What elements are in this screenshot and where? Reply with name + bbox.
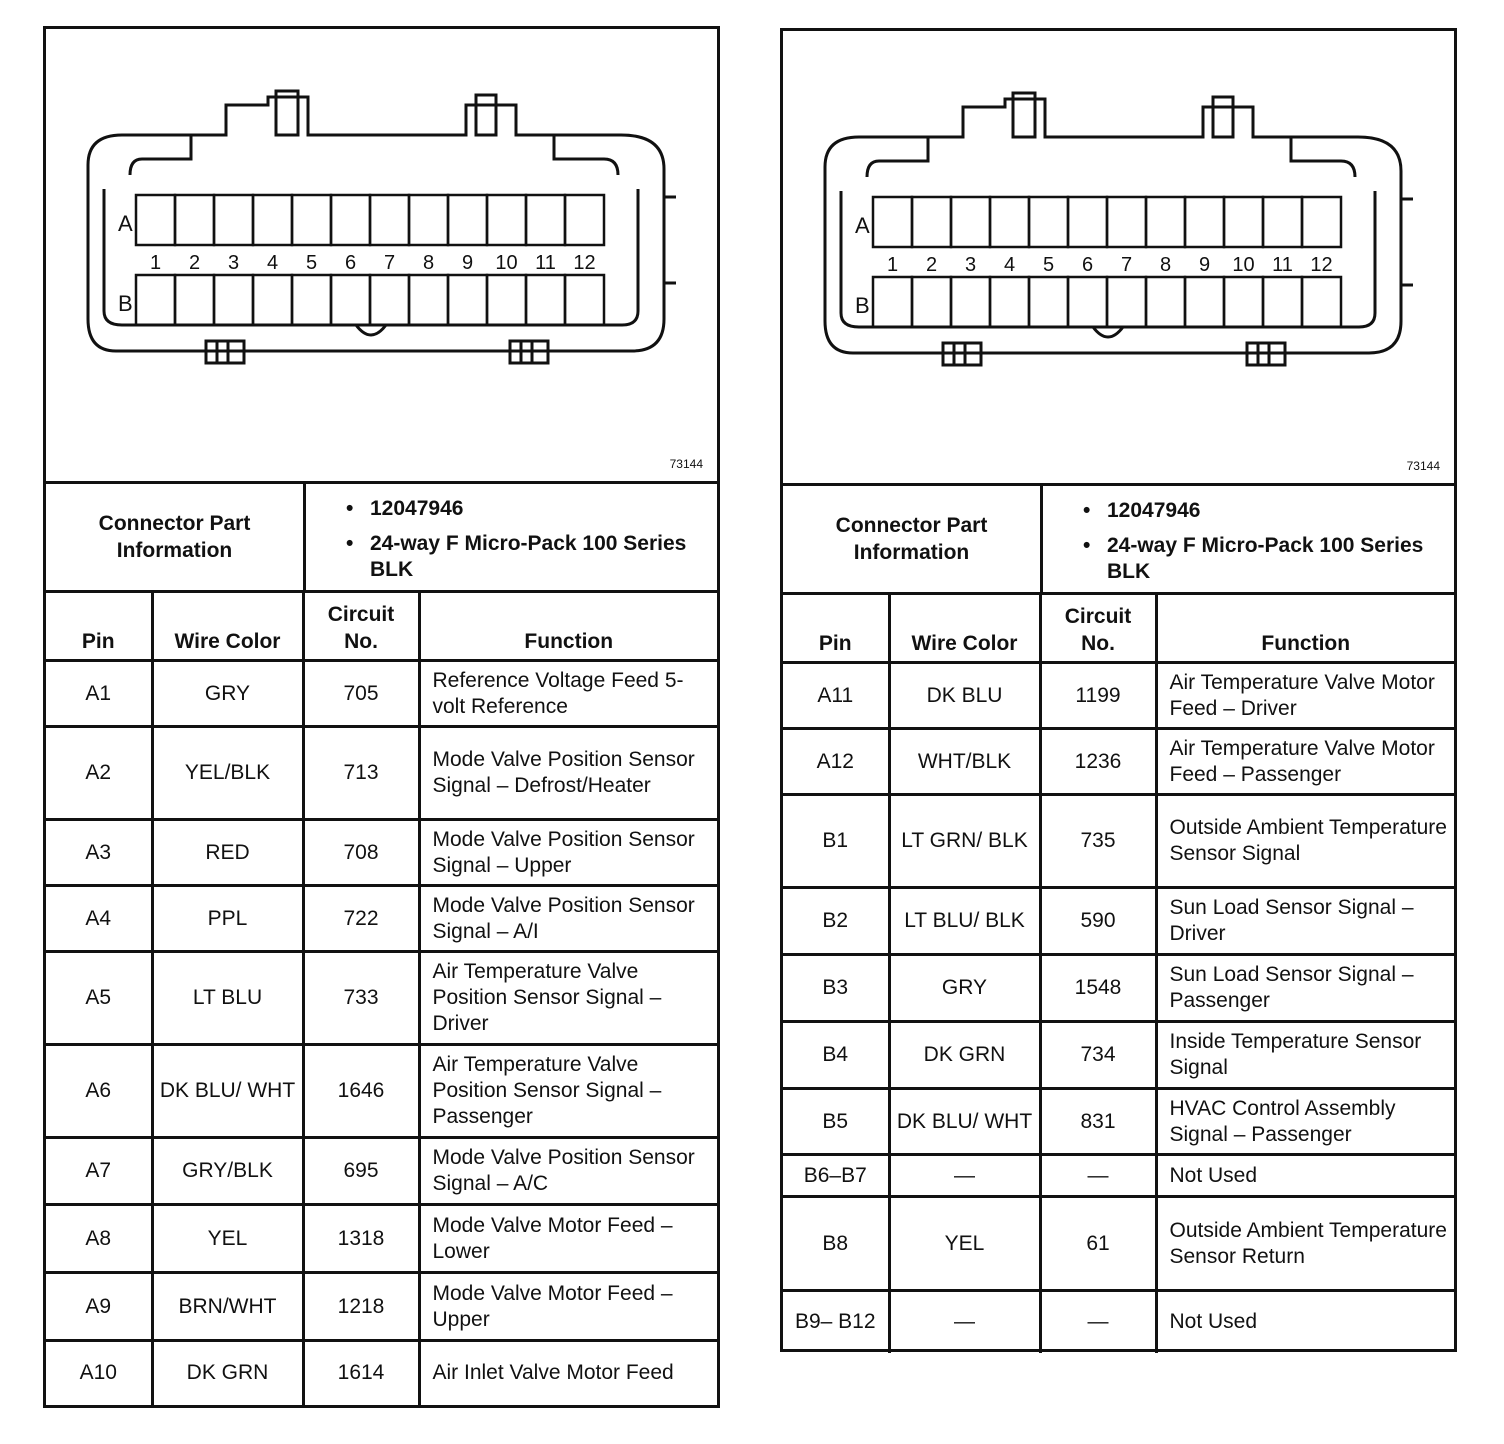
pin-number: 11 (1272, 254, 1293, 276)
connector-diagram (46, 29, 717, 484)
table-row (783, 1291, 1454, 1353)
table-row (783, 1155, 1454, 1197)
wire-color-cell: GRY (152, 661, 303, 727)
header-wire-color: Wire Color (889, 595, 1040, 663)
function-cell: Mode Valve Position Sensor Signal – Defrost/Heater (419, 727, 717, 820)
function-cell: Mode Valve Position Sensor Signal – A/I (419, 886, 717, 952)
pin-cavity-a1 (136, 195, 175, 245)
pin-cavity-b10 (1224, 277, 1263, 327)
function-cell: Inside Temperature Sensor Signal (1156, 1022, 1454, 1089)
pin-cell: A2 (46, 727, 152, 820)
pin-cavity-a7 (370, 195, 409, 245)
function-cell: Sun Load Sensor Signal – Passenger (1156, 955, 1454, 1022)
function-cell: Outside Ambient Temperature Sensor Return (1156, 1197, 1454, 1291)
table-row (46, 1273, 717, 1341)
wire-color-cell: YEL/BLK (152, 727, 303, 820)
pin-number: 10 (495, 252, 518, 274)
wire-color-cell: GRY (889, 955, 1040, 1022)
pin-cavity-b7 (370, 275, 409, 325)
pin-number: 10 (1232, 254, 1255, 276)
right-connector-panel (780, 28, 1457, 1352)
wire-color-cell: WHT/BLK (889, 729, 1040, 795)
circuit-cell: 1646 (303, 1045, 419, 1138)
pin-cell: B8 (783, 1197, 889, 1291)
connector-description: • 24-way F Micro-Pack 100 Series BLK (346, 531, 717, 583)
pin-cavity-a11 (1263, 197, 1302, 247)
function-cell: Air Temperature Valve Position Sensor Signal – Passenger (419, 1045, 717, 1138)
connector-info-label: Connector Part Information (46, 484, 306, 590)
pin-cavity-b12 (1302, 277, 1341, 327)
pin-cavity-a6 (1068, 197, 1107, 247)
pin-cavity-a10 (487, 195, 526, 245)
pin-number: 11 (535, 252, 556, 274)
row-label-b: B (118, 291, 133, 316)
wire-color-cell: RED (152, 820, 303, 886)
circuit-cell: 735 (1040, 795, 1156, 888)
table-row (46, 1205, 717, 1273)
pin-number: 8 (1159, 254, 1172, 276)
pin-number: 12 (1310, 254, 1333, 276)
pin-cell: B2 (783, 888, 889, 955)
pin-number: 7 (383, 252, 396, 274)
wire-color-cell: DK BLU/ WHT (889, 1089, 1040, 1155)
pin-cavity-b4 (253, 275, 292, 325)
circuit-cell: 1199 (1040, 663, 1156, 729)
pin-cavity-a5 (1029, 197, 1068, 247)
pin-cavity-b3 (214, 275, 253, 325)
wire-color-cell: DK GRN (889, 1022, 1040, 1089)
pin-number: 1 (886, 254, 899, 276)
wire-color-cell: LT BLU/ BLK (889, 888, 1040, 955)
pin-cell: B1 (783, 795, 889, 888)
pin-number: 3 (227, 252, 240, 274)
table-row (46, 820, 717, 886)
pin-cavity-b12 (565, 275, 604, 325)
connector-face-drawing (813, 81, 1413, 401)
pin-number: 2 (925, 254, 938, 276)
table-row (783, 729, 1454, 795)
function-cell: Mode Valve Motor Feed – Upper (419, 1273, 717, 1341)
pin-cavity-b8 (1146, 277, 1185, 327)
wire-color-cell: LT GRN/ BLK (889, 795, 1040, 888)
table-row (46, 886, 717, 952)
pin-cavity-a2 (175, 195, 214, 245)
table-row (46, 727, 717, 820)
circuit-cell: 1318 (303, 1205, 419, 1273)
table-row (783, 1197, 1454, 1291)
pin-cell: B3 (783, 955, 889, 1022)
pin-cell: A11 (783, 663, 889, 729)
table-row (783, 663, 1454, 729)
connector-info (46, 484, 717, 593)
circuit-cell: 705 (303, 661, 419, 727)
pin-cavity-b8 (409, 275, 448, 325)
wire-color-cell: BRN/WHT (152, 1273, 303, 1341)
pinout-table (46, 593, 717, 1405)
pin-number: 4 (1003, 254, 1016, 276)
connector-info (783, 486, 1454, 595)
pin-cavity-b7 (1107, 277, 1146, 327)
circuit-cell: 1548 (1040, 955, 1156, 1022)
circuit-cell: 722 (303, 886, 419, 952)
header-wire-color: Wire Color (152, 593, 303, 661)
pin-cell: B6–B7 (783, 1155, 889, 1197)
pin-cavity-a1 (873, 197, 912, 247)
pin-cavity-b9 (448, 275, 487, 325)
function-cell: HVAC Control Assembly Signal – Passenger (1156, 1089, 1454, 1155)
pin-cavity-a10 (1224, 197, 1263, 247)
pin-cell: A12 (783, 729, 889, 795)
circuit-cell: 695 (303, 1138, 419, 1205)
pin-cavity-a3 (214, 195, 253, 245)
circuit-cell: 61 (1040, 1197, 1156, 1291)
connector-diagram (783, 31, 1454, 486)
pin-cavity-a8 (409, 195, 448, 245)
wire-color-cell: GRY/BLK (152, 1138, 303, 1205)
pin-cell: B4 (783, 1022, 889, 1089)
pin-number: 7 (1120, 254, 1133, 276)
connector-face-drawing (76, 79, 676, 399)
header-circuit-no: Circuit No. (1040, 595, 1156, 663)
row-label-a: A (118, 211, 133, 236)
pin-cavity-a11 (526, 195, 565, 245)
pin-cavity-a12 (1302, 197, 1341, 247)
pin-cavity-a6 (331, 195, 370, 245)
header-pin: Pin (783, 595, 889, 663)
pin-cavity-a7 (1107, 197, 1146, 247)
figure-number: 73144 (1406, 459, 1440, 473)
circuit-cell: — (1040, 1155, 1156, 1197)
figure-number: 73144 (669, 457, 703, 471)
table-row (46, 952, 717, 1045)
row-label-a: A (855, 213, 870, 238)
pin-cavity-b6 (331, 275, 370, 325)
pin-cavity-b6 (1068, 277, 1107, 327)
table-row (783, 1022, 1454, 1089)
pin-cell: A5 (46, 952, 152, 1045)
left-connector-panel (43, 26, 720, 1408)
pin-cavity-a4 (990, 197, 1029, 247)
pin-cavity-a5 (292, 195, 331, 245)
pin-cavity-b1 (873, 277, 912, 327)
pin-cell: A3 (46, 820, 152, 886)
header-pin: Pin (46, 593, 152, 661)
pin-cavity-b1 (136, 275, 175, 325)
pin-cavity-b5 (292, 275, 331, 325)
function-cell: Air Temperature Valve Motor Feed – Driver (1156, 663, 1454, 729)
pin-number: 2 (188, 252, 201, 274)
pin-number: 6 (1081, 254, 1094, 276)
wire-color-cell: — (889, 1291, 1040, 1353)
pin-cell: A4 (46, 886, 152, 952)
function-cell: Reference Voltage Feed 5-volt Reference (419, 661, 717, 727)
pin-number: 12 (573, 252, 596, 274)
pin-cavity-b11 (1263, 277, 1302, 327)
table-row (783, 955, 1454, 1022)
table-row (783, 888, 1454, 955)
pin-cell: A9 (46, 1273, 152, 1341)
connector-description: • 24-way F Micro-Pack 100 Series BLK (1083, 533, 1454, 585)
wire-color-cell: — (889, 1155, 1040, 1197)
function-cell: Mode Valve Position Sensor Signal – Upper (419, 820, 717, 886)
part-number: • 12047946 (346, 496, 717, 522)
pin-cavity-b10 (487, 275, 526, 325)
pin-number: 9 (1198, 254, 1211, 276)
pin-cell: A8 (46, 1205, 152, 1273)
wire-color-cell: YEL (152, 1205, 303, 1273)
table-row (46, 661, 717, 727)
circuit-cell: 734 (1040, 1022, 1156, 1089)
wire-color-cell: DK BLU (889, 663, 1040, 729)
pin-number: 8 (422, 252, 435, 274)
function-cell: Not Used (1156, 1291, 1454, 1353)
table-row (46, 1341, 717, 1405)
pin-cavity-b4 (990, 277, 1029, 327)
pin-cavity-b9 (1185, 277, 1224, 327)
table-row (46, 1045, 717, 1138)
circuit-cell: 590 (1040, 888, 1156, 955)
table-row (783, 1089, 1454, 1155)
circuit-cell: 831 (1040, 1089, 1156, 1155)
pinout-table (783, 595, 1454, 1353)
pin-cavity-a2 (912, 197, 951, 247)
function-cell: Not Used (1156, 1155, 1454, 1197)
pin-cavity-a9 (448, 195, 487, 245)
wire-color-cell: DK BLU/ WHT (152, 1045, 303, 1138)
pin-number: 9 (461, 252, 474, 274)
circuit-cell: 1218 (303, 1273, 419, 1341)
header-circuit-no: Circuit No. (303, 593, 419, 661)
pin-cavity-b5 (1029, 277, 1068, 327)
header-function: Function (419, 593, 717, 661)
header-function: Function (1156, 595, 1454, 663)
pin-cavity-b2 (175, 275, 214, 325)
circuit-cell: 708 (303, 820, 419, 886)
pin-cavity-a12 (565, 195, 604, 245)
pin-cavity-a8 (1146, 197, 1185, 247)
connector-info-label: Connector Part Information (783, 486, 1043, 592)
circuit-cell: 733 (303, 952, 419, 1045)
pin-cell: A6 (46, 1045, 152, 1138)
pin-number: 5 (1042, 254, 1055, 276)
pin-number: 1 (149, 252, 162, 274)
pin-cavity-a4 (253, 195, 292, 245)
circuit-cell: — (1040, 1291, 1156, 1353)
function-cell: Mode Valve Position Sensor Signal – A/C (419, 1138, 717, 1205)
row-label-b: B (855, 293, 870, 318)
function-cell: Mode Valve Motor Feed – Lower (419, 1205, 717, 1273)
pin-cavity-b11 (526, 275, 565, 325)
pin-cavity-b3 (951, 277, 990, 327)
pin-cavity-b2 (912, 277, 951, 327)
pin-cavity-a9 (1185, 197, 1224, 247)
pin-cell: A1 (46, 661, 152, 727)
pin-number: 6 (344, 252, 357, 274)
circuit-cell: 1236 (1040, 729, 1156, 795)
wire-color-cell: LT BLU (152, 952, 303, 1045)
function-cell: Outside Ambient Temperature Sensor Signal (1156, 795, 1454, 888)
pin-cell: A7 (46, 1138, 152, 1205)
function-cell: Sun Load Sensor Signal – Driver (1156, 888, 1454, 955)
circuit-cell: 713 (303, 727, 419, 820)
pin-number: 3 (964, 254, 977, 276)
part-number: • 12047946 (1083, 498, 1454, 524)
pin-cell: B5 (783, 1089, 889, 1155)
pin-cavity-a3 (951, 197, 990, 247)
pin-cell: B9– B12 (783, 1291, 889, 1353)
function-cell: Air Temperature Valve Motor Feed – Passenger (1156, 729, 1454, 795)
wire-color-cell: YEL (889, 1197, 1040, 1291)
pin-cell: A10 (46, 1341, 152, 1405)
wire-color-cell: PPL (152, 886, 303, 952)
function-cell: Air Temperature Valve Position Sensor Signal – Driver (419, 952, 717, 1045)
function-cell: Air Inlet Valve Motor Feed (419, 1341, 717, 1405)
pin-number: 5 (305, 252, 318, 274)
pin-number: 4 (266, 252, 279, 274)
table-row (783, 795, 1454, 888)
table-row (46, 1138, 717, 1205)
wire-color-cell: DK GRN (152, 1341, 303, 1405)
circuit-cell: 1614 (303, 1341, 419, 1405)
